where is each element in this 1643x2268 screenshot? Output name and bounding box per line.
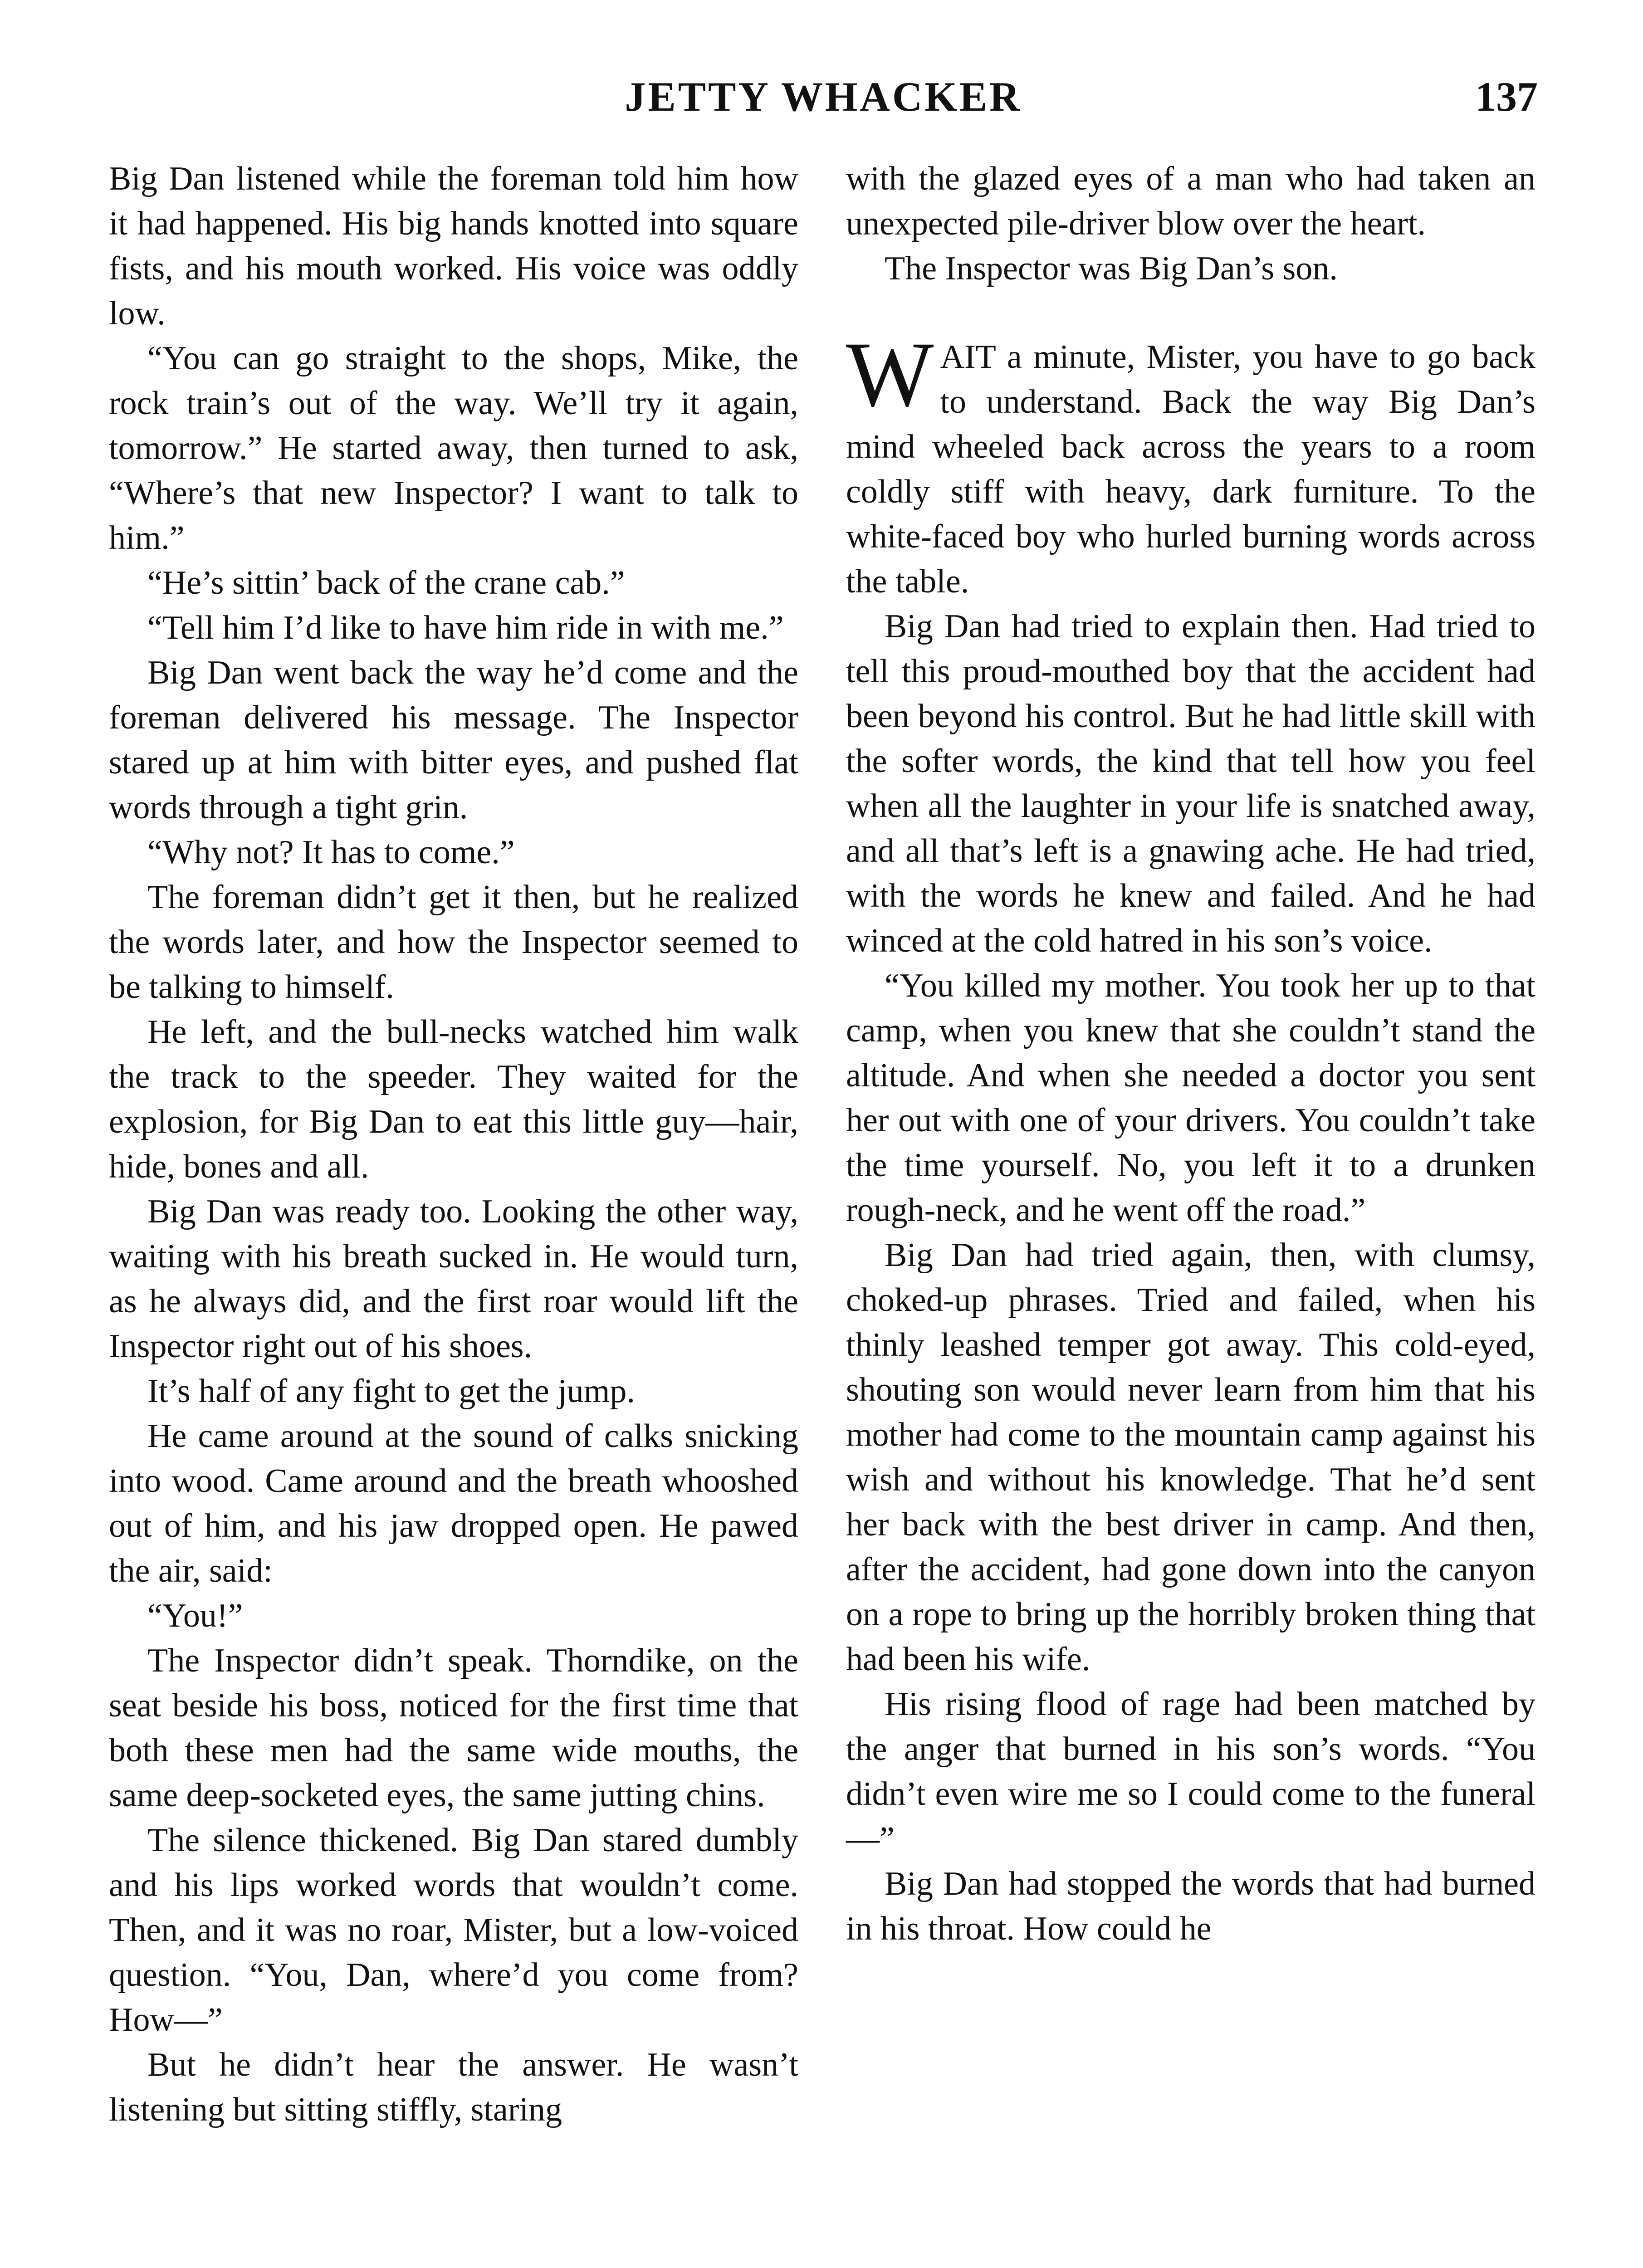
paragraph: “Why not? It has to come.” [147,834,515,871]
paragraph: It’s half of any fight to get the jump. [147,1373,635,1410]
paragraph: with the glazed eyes of a man who had taken an unexpected pile-driver blow over the heart. [846,160,1535,242]
paragraph: The silence thickened. Big Dan stared dumbly and his lips worked words that wouldn’t come. Then, and it was no roar, Mister, but a low-voiced question. “You, Dan, where’d you come from? How—” [109,1822,798,2038]
section-opening-text: AIT a minute, Mister, you have to go back to understand. Back the way Big Dan’s mind wheeled back across the years to a room coldly stiff with heavy, dark furniture. To the white-faced boy who hurled burning words across the table. [846,338,1535,600]
paragraph: The Inspector was Big Dan’s son. [885,250,1338,287]
paragraph: But he didn’t hear the answer. He wasn’t listening but sitting stiffly, staring [109,2046,798,2128]
paragraph: Big Dan had tried again, then, with clumsy, choked-up phrases. Tried and failed, when his thinly leashed temper got away. This cold-eyed, shouting son would never learn from him that his mother had come to the mountain camp against his wish and without his knowledge. That he’d sent her back with the best driver in camp. And then, after the accident, had gone down into the canyon on a rope to bring up the horribly broken thing that had been his wife. [846,1237,1535,1678]
paragraph: Big Dan listened while the foreman told him how it had happened. His big hands knotted into square fists, and his mouth worked. His voice was oddly low. [109,160,798,332]
section-opening-paragraph [846,323,1535,604]
paragraph: The Inspector didn’t speak. Thorndike, on the seat beside his boss, noticed for the first time that both these men had the same wide mouths, the same deep-socketed eyes, the same jutting chins. [109,1642,798,1814]
running-head [109,68,1538,122]
paragraph: “You!” [147,1597,243,1634]
paragraph: “You killed my mother. You took her up to that camp, when you knew that she couldn’t stand the altitude. And when she needed a doctor you sent her out with one of your drivers. You couldn’t take the time yourself. No, you left it to a drunken rough-neck, and he went off the road.” [846,967,1535,1229]
paragraph: He came around at the sound of calks snicking into wood. Came around and the breath whooshed out of him, and his jaw dropped open. He pawed the air, said: [109,1418,798,1589]
paragraph: His rising flood of rage had been matched by the anger that burned in his son’s words. “You didn’t even wire me so I could come to the funeral—” [846,1686,1535,1857]
right-column [846,156,1535,1951]
left-column [109,156,798,2132]
paragraph: “You can go straight to the shops, Mike, the rock train’s out of the way. We’ll try it again, tomorrow.” He started away, then turned to ask, “Where’s that new Inspector? I want to talk to him.” [109,340,798,557]
paragraph: Big Dan had tried to explain then. Had tried to tell this proud-mouthed boy that the accident had been beyond his control. But he had little skill with the softer words, the kind that tell how you feel when all the laughter in your life is snatched away, and all that’s left is a gnawing ache. He had tried, with the words he knew and failed. And he had winced at the cold hatred in his son’s voice. [846,608,1535,959]
paragraph: “Tell him I’d like to have him ride in with me.” [147,609,784,646]
page-number: 137 [1475,73,1538,120]
drop-cap: W [846,323,934,426]
paragraph: “He’s sittin’ back of the crane cab.” [147,564,625,601]
paragraph: The foreman didn’t get it then, but he realized the words later, and how the Inspector seemed to be talking to himself. [109,879,798,1006]
paragraph: Big Dan went back the way he’d come and the foreman delivered his message. The Inspector stared up at him with bitter eyes, and pushed flat words through a tight grin. [109,654,798,826]
paragraph: Big Dan was ready too. Looking the other way, waiting with his breath sucked in. He would turn, as he always did, and the first roar would lift the Inspector right out of his shoes. [109,1193,798,1365]
paragraph: He left, and the bull-necks watched him walk the track to the speeder. They waited for the explosion, for Big Dan to eat this little guy—hair, hide, bones and all. [109,1013,798,1185]
running-title: JETTY WHACKER [625,73,1022,120]
paragraph: Big Dan had stopped the words that had burned in his throat. How could he [846,1865,1535,1947]
